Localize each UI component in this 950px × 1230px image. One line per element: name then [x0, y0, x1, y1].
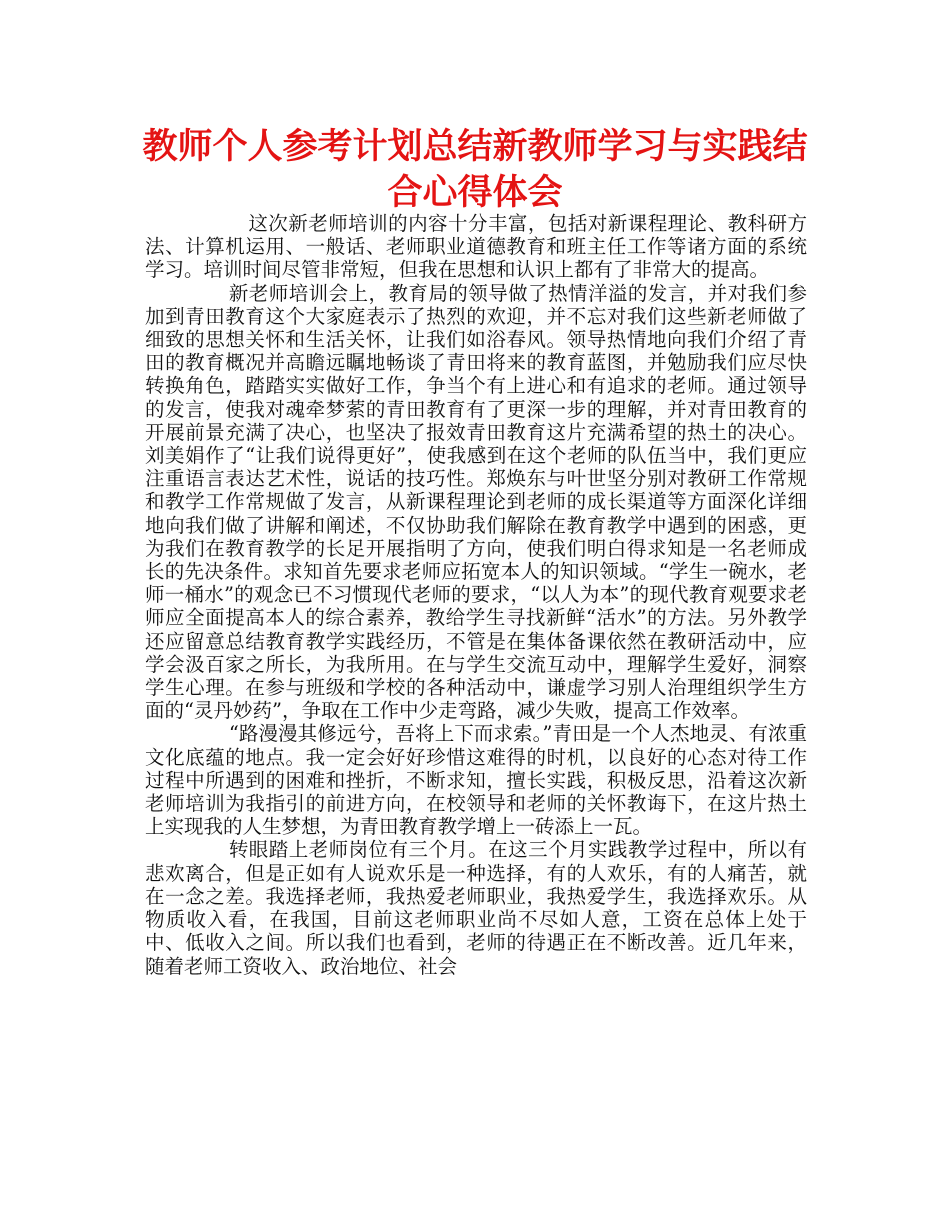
paragraph-4: 转眼踏上老师岗位有三个月。在这三个月实践教学过程中，所以有悲欢离合，但是正如有人说欢乐是一种选择，有的人欢乐，有的人痛苦，就在一念之差。我选择老师，我热爱老师职业，我热爱学生，我选择欢乐。从物质收入看，在我国，目前这老师职业尚不尽如人意，工资在总体上处于中、低收入之间。所以我们也看到，老师的待遇正在不断改善。近几年来，随着老师工资收入、政治地位、社会: [145, 838, 807, 978]
document-body: [145, 212, 807, 978]
document-title: 教师个人参考计划总结新教师学习与实践结合心得体会: [142, 127, 808, 213]
paragraph-1: 这次新老师培训的内容十分丰富，包括对新课程理论、教科研方法、计算机运用、一般话、老师职业道德教育和班主任工作等诸方面的系统学习。培训时间尽管非常短，但我在思想和认识上都有了非常大的提高。: [145, 212, 807, 282]
paragraph-2: 新老师培训会上，教育局的领导做了热情洋溢的发言，并对我们参加到青田教育这个大家庭表示了热烈的欢迎，并不忘对我们这些新老师做了细致的思想关怀和生活关怀，让我们如浴春风。领导热情地向我们介绍了青田的教育概况并高瞻远瞩地畅谈了青田将来的教育蓝图，并勉励我们应尽快转换角色，踏踏实实做好工作，争当个有上进心和有追求的老师。通过领导的发言，使我对魂牵梦萦的青田教育有了更深一步的理解，并对青田教育的开展前景充满了决心，也坚决了报效青田教育这片充满希望的热土的决心。刘美娟作了“让我们说得更好”，使我感到在这个老师的队伍当中，我们更应注重语言表达艺术性，说话的技巧性。郑焕东与叶世坚分别对教研工作常规和教学工作常规做了发言，从新课程理论到老师的成长渠道等方面深化详细地向我们做了讲解和阐述，不仅协助我们解除在教育教学中遇到的困惑，更为我们在教育教学的长足开展指明了方向，使我们明白得求知是一名老师成长的先决条件。求知首先要求老师应拓宽本人的知识领域。“学生一碗水，老师一桶水”的观念已不习惯现代老师的要求，“以人为本”的现代教育观要求老师应全面提高本人的综合素养，教给学生寻找新鲜“活水”的方法。另外教学还应留意总结教育教学实践经历，不管是在集体备课依然在教研活动中，应学会汲百家之所长，为我所用。在与学生交流互动中，理解学生爱好，洞察学生心理。在参与班级和学校的各种活动中，谦虚学习别人治理组织学生方面的“灵丹妙药”，争取在工作中少走弯路，减少失败，提高工作效率。: [145, 281, 807, 723]
paragraph-3: “路漫漫其修远兮，吾将上下而求索。”青田是一个人杰地灵、有浓重文化底蕴的地点。我一定会好好珍惜这难得的时机，以良好的心态对待工作过程中所遇到的困难和挫折，不断求知，擅长实践，积极反思，沿着这次新老师培训为我指引的前进方向，在校领导和老师的关怀教诲下，在这片热土上实现我的人生梦想，为青田教育教学增上一砖添上一瓦。: [145, 722, 807, 839]
